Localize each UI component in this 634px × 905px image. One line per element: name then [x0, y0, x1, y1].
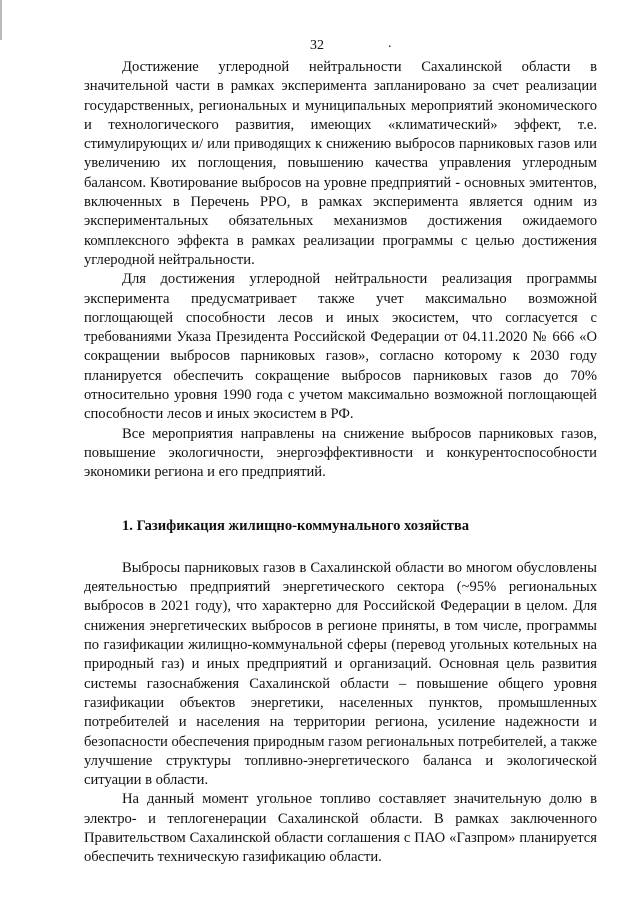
intro-paragraph-1: Достижение углеродной нейтральности Сахалинской области в значительной части в рамках эксперимента запланировано за счет реализации государственных, региональных и муниципальных мероприятий экономического и технологического развития, имеющих «климатический» эффект, т.е. стимулирующих и/ или приводящих к снижению выбросов парниковых газов или увеличению их поглощения, повышению качества управления углеродным балансом. Квотирование выбросов на уровне предприятий - основных эмитентов, включенных в Перечень РРО, в рамках эксперимента является одним из экспериментальных обязательных механизмов достижения ожидаемого комплексного эффекта в рамках реализации программы с целью достижения углеродной нейтральности.: [84, 59, 597, 268]
intro-paragraph-2: Для достижения углеродной нейтральности реализация программы эксперимента предусматривает также учет максимально возможной поглощающей способности лесов и иных экосистем, что согласуется с требованиями Указа Президента Российской Федерации от 04.11.2020 № 666 «О сокращении выбросов парниковых газов», согласно которому к 2030 году планируется обеспечить сокращение выбросов парниковых газов до 70% относительно уровня 1990 года с учетом максимально возможной поглощающей способности лесов и иных экосистем в РФ.: [84, 271, 597, 423]
stray-mark: .: [388, 36, 392, 51]
page-number: 32: [310, 38, 324, 53]
intro-paragraph-3: Все мероприятия направлены на снижение выбросов парниковых газов, повышение экологичности, энергоэффективности и конкурентоспособности экономики региона и его предприятий.: [84, 425, 597, 481]
scan-edge-mark: [0, 0, 2, 40]
document-body: [84, 58, 597, 868]
section-heading: 1. Газификация жилищно-коммунального хозяйства: [122, 517, 470, 534]
section-paragraph-2: На данный момент угольное топливо составляет значительную долю в электро- и теплогенерации Сахалинской области. В рамках заключенного Правительством Сахалинской области соглашения с ПАО «Газпром» планируется обеспечить техническую газификацию области.: [84, 791, 597, 866]
section-paragraph-1: Выбросы парниковых газов в Сахалинской области во многом обусловлены деятельностью предприятий энергетического сектора (~95% региональных выбросов в 2021 году), что характерно для Российской Федерации в целом. Для снижения энергетических выбросов в регионе приняты, в том числе, программы по газификации жилищно-коммунальной сферы (перевод угольных котельных на природный газ) и иных предприятий и организаций. Основная цель развития системы газоснабжения Сахалинской области – повышение общего уровня газификации объектов энергетики, населенных пунктов, промышленных потребителей и населения на территории региона, усиление надежности и безопасности обеспечения природным газом региональных потребителей, а также улучшение структуры топливно-энергетического баланса и экологической ситуации в области.: [84, 559, 597, 789]
